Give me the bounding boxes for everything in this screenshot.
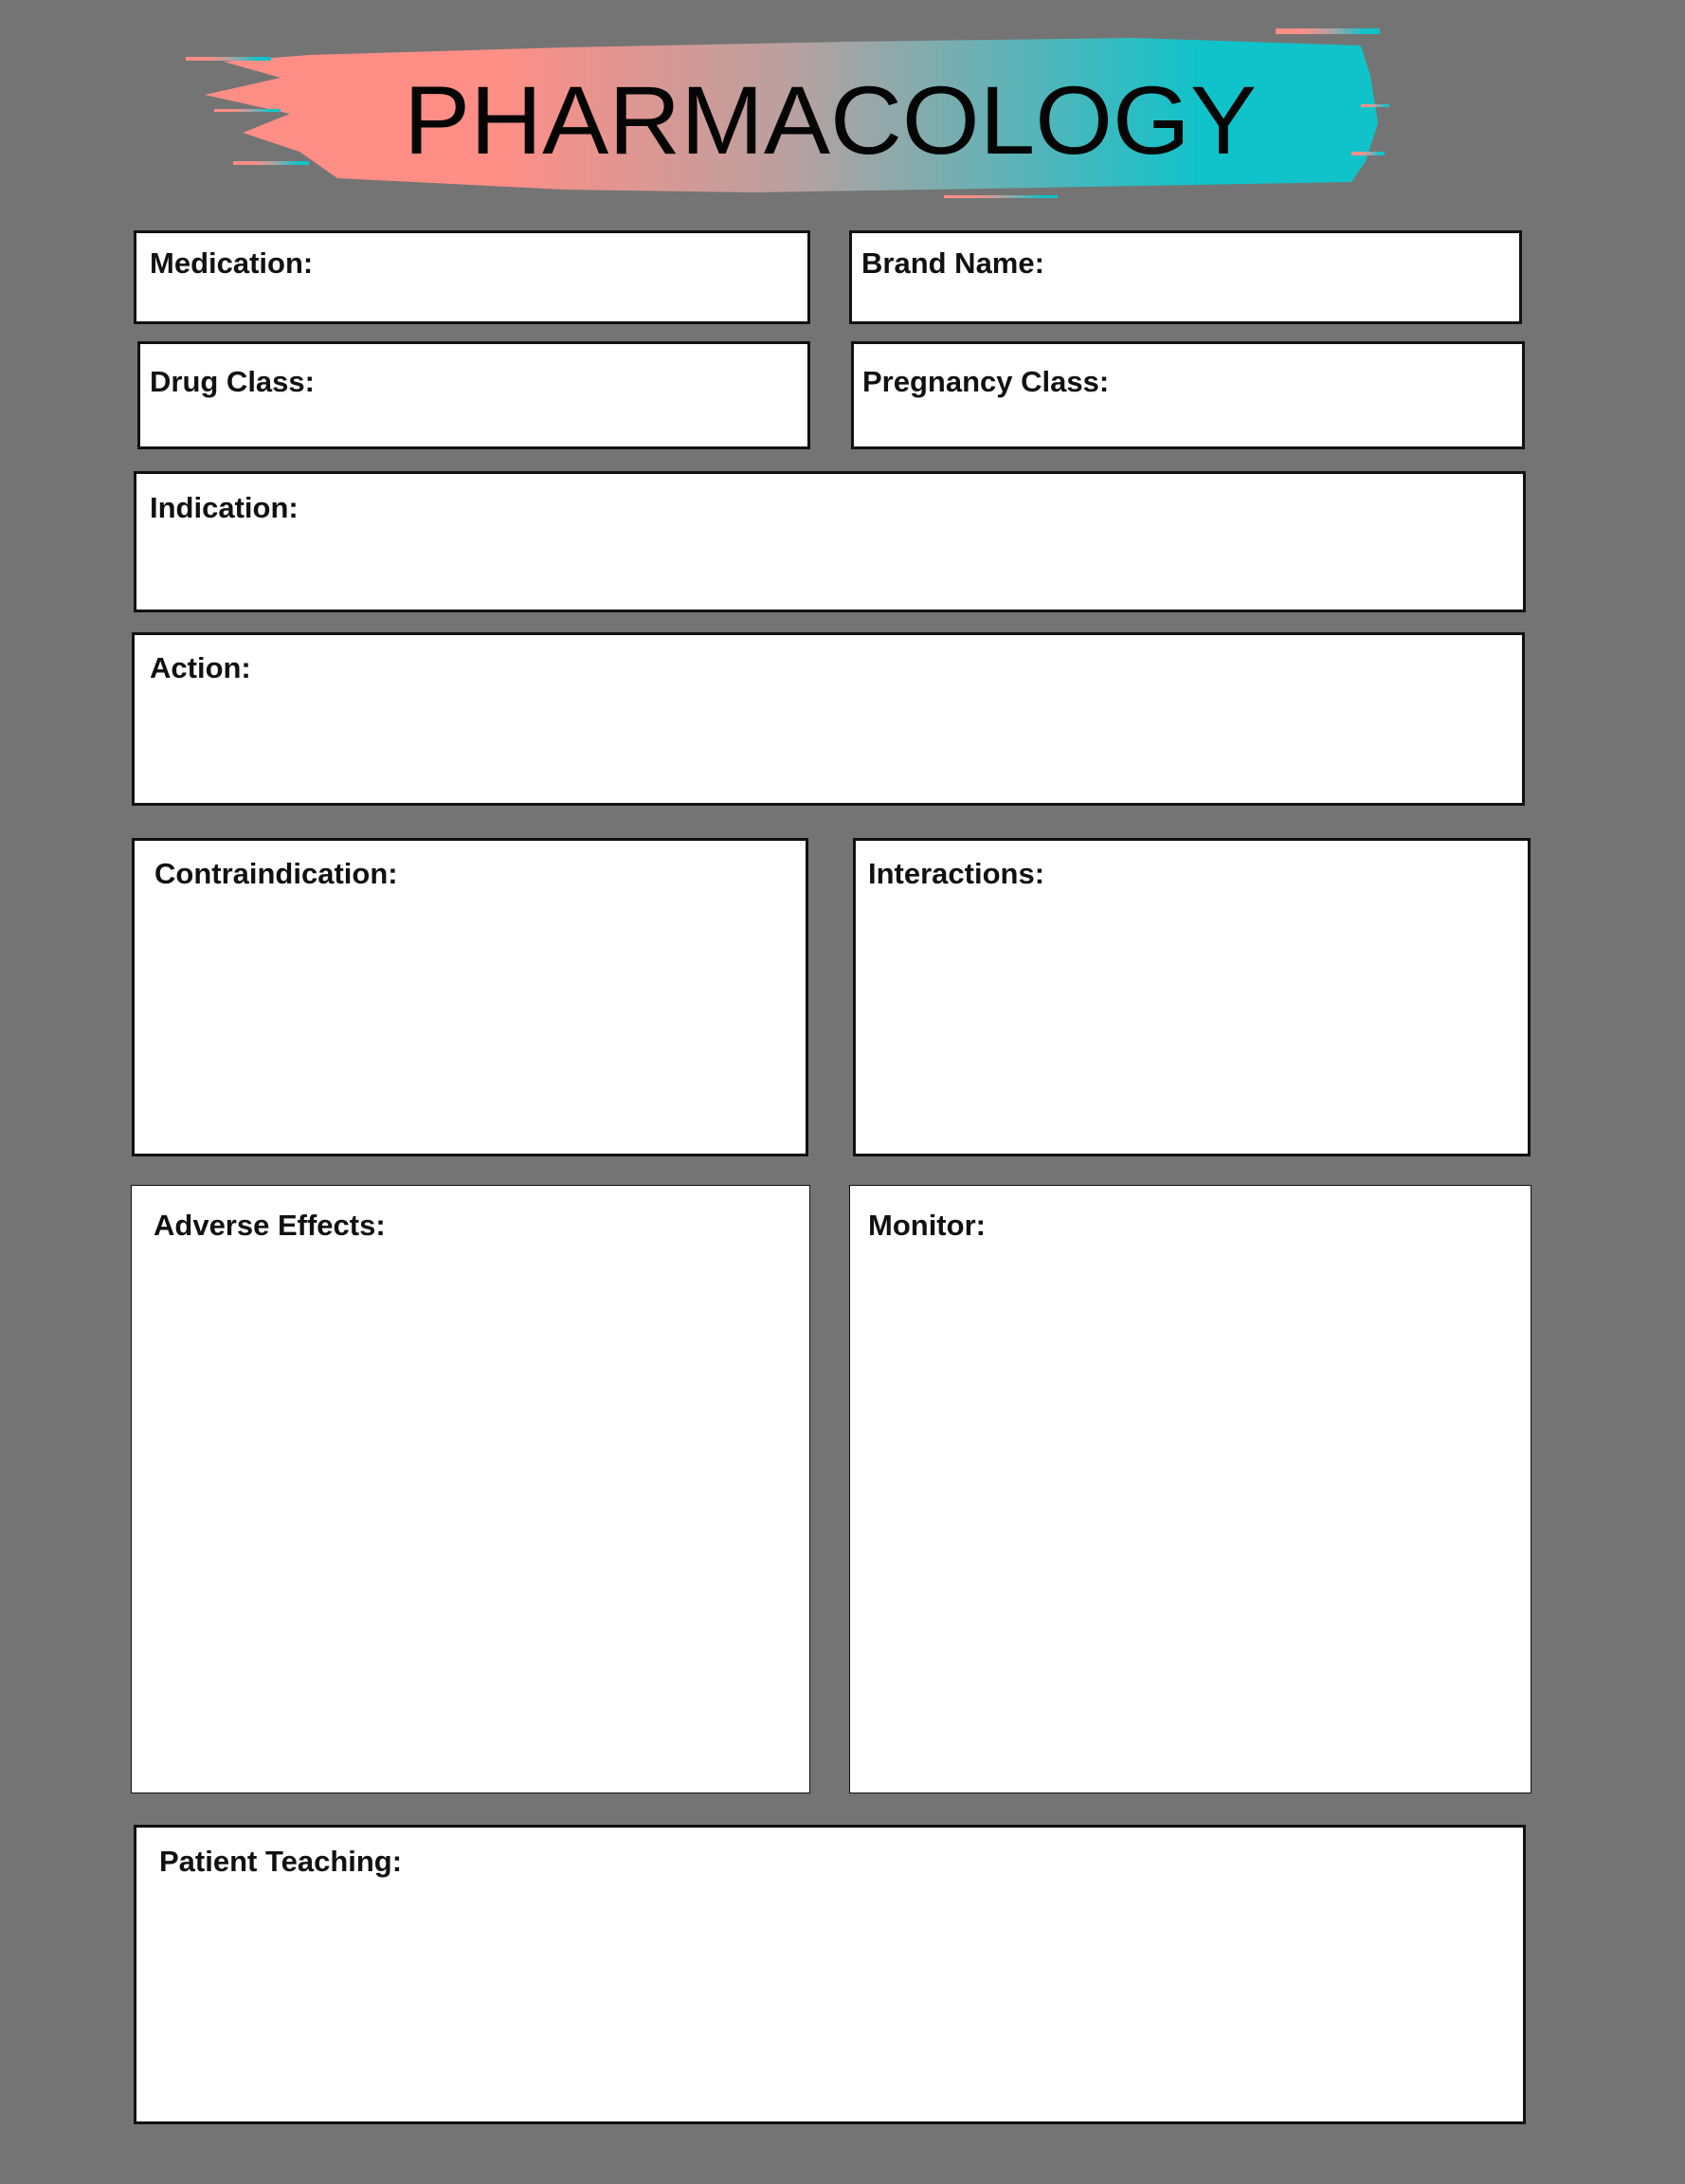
indication-label: Indication: [150,491,299,524]
adverse-effects-field[interactable] [131,1185,810,1793]
action-label: Action: [150,651,251,684]
monitor-label: Monitor: [868,1209,986,1242]
medication-field[interactable] [134,230,810,324]
brand-name-field[interactable] [849,230,1522,324]
page-title: PHARMACOLOGY [404,66,1257,174]
patient-teaching-label: Patient Teaching: [159,1845,403,1878]
contraindication-field[interactable] [132,838,808,1156]
adverse-effects-label: Adverse Effects: [154,1209,386,1242]
patient-teaching-field[interactable] [134,1825,1526,2124]
title-banner [186,19,1389,204]
medication-label: Medication: [150,246,314,280]
pregnancy-class-label: Pregnancy Class: [862,365,1110,398]
interactions-label: Interactions: [868,857,1045,890]
contraindication-label: Contraindication: [154,857,398,890]
pregnancy-class-field[interactable] [851,341,1525,449]
monitor-field[interactable] [849,1185,1531,1793]
indication-field[interactable] [134,471,1526,612]
drug-class-field[interactable] [137,341,810,449]
brand-name-label: Brand Name: [861,246,1044,280]
drug-class-label: Drug Class: [150,365,315,398]
action-field[interactable] [132,632,1525,806]
interactions-field[interactable] [853,838,1531,1156]
